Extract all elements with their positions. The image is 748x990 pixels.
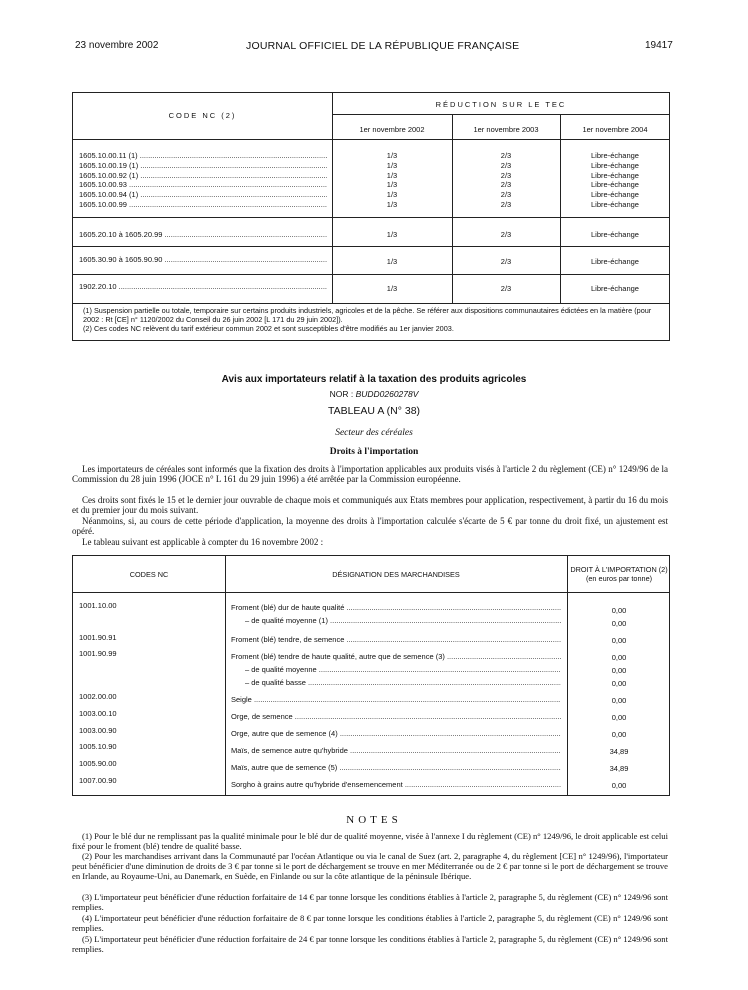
code-cell: 1005.90.00 bbox=[79, 759, 117, 768]
value-cell: 1/3 bbox=[386, 230, 398, 239]
value-cell: 2/3 bbox=[500, 257, 512, 266]
code-cell: 1007.00.90 bbox=[79, 776, 117, 785]
value-cell: Libre-échange bbox=[591, 230, 639, 239]
table-row bbox=[79, 282, 327, 292]
designation-cell: – de qualité moyenne ..... bbox=[231, 663, 561, 676]
code-cell: 1605.20.10 à 1605.20.99 ..... bbox=[79, 230, 327, 240]
designation-cell: Sorgho à grains autre qu'hybride d'ensemencement ..... bbox=[231, 778, 561, 791]
tariff-reduction-table bbox=[72, 92, 670, 341]
code-cell: 1605.10.00.19 (1) ..... bbox=[79, 161, 327, 171]
footnote-2: (2) Ces codes NC relèvent du tarif extérieur commun 2002 et sont susceptibles d'être modifiés au 1er janvier 2003. bbox=[83, 324, 454, 333]
code-cell: 1005.10.90 bbox=[79, 742, 117, 751]
value-cell: 2/3 bbox=[500, 284, 512, 293]
value-cell: 34,89 bbox=[609, 764, 629, 773]
col-header-droit: DROIT À L'IMPORTATION (2) bbox=[570, 565, 668, 574]
code-cell: 1605.30.90 à 1605.90.90 ..... bbox=[79, 255, 327, 265]
code-cell: 1605.10.00.11 (1) ..... bbox=[79, 151, 327, 161]
header-page-number: 19417 bbox=[645, 40, 673, 51]
table-row bbox=[79, 151, 327, 210]
values-2003: 2/3 2/3 2/3 2/3 2/3 2/3 bbox=[500, 151, 512, 209]
value-cell: 0,00 bbox=[611, 619, 627, 628]
col-header-designation: DÉSIGNATION DES MARCHANDISES bbox=[332, 570, 460, 579]
code-cell: 1605.10.00.93 ..... bbox=[79, 180, 327, 190]
note-4: (4) L'importateur peut bénéficier d'une réduction forfaitaire de 8 € par tonne lorsque les conditions établies à l'article 2, paragraphe 5, du règlement (CE) n° 1249/96 sont remplies. bbox=[72, 913, 668, 933]
note-5: (5) L'importateur peut bénéficier d'une réduction forfaitaire de 24 € par tonne lorsque les conditions établies à l'article 2, paragraphe 5, du règlement (CE) n° 1249/96 sont remplies. bbox=[72, 934, 668, 954]
value-cell: 0,00 bbox=[611, 781, 627, 790]
notes-heading: NOTES bbox=[346, 814, 402, 826]
section-heading: Droits à l'importation bbox=[329, 447, 419, 457]
col-header-2002: 1er novembre 2002 bbox=[359, 125, 425, 134]
designation-cell: Maïs, de semence autre qu'hybride ..... bbox=[231, 744, 561, 757]
paragraph-3: Néanmoins, si, au cours de cette période d'application, la moyenne des droits à l'importation calculée s'écarte de 5 € par tonne du droit fixé, un ajustement est opéré. bbox=[72, 516, 668, 537]
paragraph-1: Les importateurs de céréales sont informés que la fixation des droits à l'importation applicables aux produits visés à l'article 2 du règlement (CE) n° 1249/96 de la Commission du 28 juin 1996 (JOCE n° L 161 du 29 juin 1996) a été arrêtée par la Commission européenne. bbox=[72, 464, 668, 485]
value-cell: 0,00 bbox=[611, 713, 627, 722]
col-header-codes-nc: CODES NC bbox=[129, 570, 169, 579]
table-row bbox=[79, 230, 327, 240]
nor-reference bbox=[0, 389, 748, 399]
code-cell: 1001.90.99 bbox=[79, 649, 117, 658]
designation-cell: Froment (blé) dur de haute qualité ..... bbox=[231, 601, 561, 614]
value-cell: Libre-échange bbox=[591, 284, 639, 293]
code-cell: 1605.10.00.94 (1) ..... bbox=[79, 190, 327, 200]
designation-cell: – de qualité moyenne (1) ..... bbox=[231, 614, 561, 627]
value-cell: 0,00 bbox=[611, 636, 627, 645]
code-cell: 1605.10.00.92 (1) ..... bbox=[79, 171, 327, 181]
code-cell: 1003.00.10 bbox=[79, 709, 117, 718]
import-duties-table bbox=[72, 555, 670, 796]
value-cell: 0,00 bbox=[611, 666, 627, 675]
col-header-droit-unit: (en euros par tonne) bbox=[585, 574, 653, 583]
footnote-1: (1) Suspension partielle ou totale, temporaire sur certains produits industriels, agricoles et de la pêche. Se référer aux dispositions communautaires édictées en la matière (pour 2002 : Rt [CE] n° 1120/2002 du Conseil du 26 juin 2002 [L 171 du 29 juin 2002]). bbox=[83, 306, 652, 324]
col-header-2003: 1er novembre 2003 bbox=[473, 125, 539, 134]
note-2: (2) Pour les marchandises arrivant dans la Communauté par l'océan Atlantique ou via le canal de Suez (art. 2, paragraphe 4, du règlement [CE] n° 1249/96), l'importateur peut bénéficier d'une diminution de droits de 3 € par tonne si le port de déchargement se trouve en mer Méditerranée ou de 2 € par tonne si le port de déchargement se trouve en Irlande, au Royaume-Uni, au Danemark, en Suède, en Finlande ou sur la côte atlantique de la péninsule Ibérique. bbox=[72, 851, 668, 881]
header-journal-title: JOURNAL OFFICIEL DE LA RÉPUBLIQUE FRANÇAISE bbox=[246, 40, 520, 52]
col-header-2004: 1er novembre 2004 bbox=[582, 125, 648, 134]
value-cell: 0,00 bbox=[611, 606, 627, 615]
value-cell: 0,00 bbox=[611, 653, 627, 662]
code-cell: 1001.90.91 bbox=[79, 633, 117, 642]
values-2004: Libre-échange Libre-échange Libre-échange Libre-échange Libre-échange Libre-échange bbox=[591, 151, 639, 209]
header-date: 23 novembre 2002 bbox=[75, 40, 159, 51]
value-cell: 1/3 bbox=[386, 257, 398, 266]
sector-heading: Secteur des céréales bbox=[335, 428, 413, 438]
paragraph-2: Ces droits sont fixés le 15 et le dernier jour ouvrable de chaque mois et communiqués aux Etats membres pour application, respectivement, à partir du 16 du mois et du premier jour du mois suivant. bbox=[72, 495, 668, 516]
value-cell: 1/3 bbox=[386, 284, 398, 293]
value-cell: 2/3 bbox=[500, 230, 512, 239]
paragraph-4: Le tableau suivant est applicable à compter du 16 novembre 2002 : bbox=[82, 537, 324, 547]
designation-cell: Orge, autre que de semence (4) ..... bbox=[231, 727, 561, 740]
code-cell: 1002.00.00 bbox=[79, 692, 117, 701]
table-row bbox=[79, 255, 327, 265]
values-column bbox=[567, 604, 671, 792]
notice-title: Avis aux importateurs relatif à la taxation des produits agricoles bbox=[221, 374, 527, 385]
nor-value: BUDD0260278V bbox=[355, 389, 419, 399]
designation-cell: Seigle ..... bbox=[231, 693, 561, 706]
value-cell: 0,00 bbox=[611, 696, 627, 705]
value-cell: 0,00 bbox=[611, 730, 627, 739]
code-cell: 1605.10.00.99 ..... bbox=[79, 200, 327, 210]
nor-label: NOR : bbox=[329, 389, 354, 399]
designation-cell: Maïs, autre que de semence (5) ..... bbox=[231, 761, 561, 774]
code-cell: 1001.10.00 bbox=[79, 601, 117, 610]
designation-cell: – de qualité basse ..... bbox=[231, 676, 561, 689]
note-3: (3) L'importateur peut bénéficier d'une réduction forfaitaire de 14 € par tonne lorsque les conditions établies à l'article 2, paragraphe 5, du règlement (CE) n° 1249/96 sont remplies. bbox=[72, 892, 668, 912]
designation-cell: Orge, de semence ..... bbox=[231, 710, 561, 723]
designation-cell: Froment (blé) tendre de haute qualité, autre que de semence (3) ..... bbox=[231, 650, 561, 663]
value-cell: Libre-échange bbox=[591, 257, 639, 266]
designation-column bbox=[231, 601, 561, 791]
value-cell: 0,00 bbox=[611, 679, 627, 688]
col-header-reduction: RÉDUCTION SUR LE TEC bbox=[435, 100, 567, 109]
code-cell: 1902.20.10 ..... bbox=[79, 282, 327, 292]
note-1: (1) Pour le blé dur ne remplissant pas la qualité minimale pour le blé dur de qualité moyenne, visée à l'annexe I du règlement (CE) n° 1249/96, le droit applicable est celui fixé pour le froment (blé) tendre de qualité basse. bbox=[72, 831, 668, 851]
col-header-code-nc: CODE NC (2) bbox=[168, 111, 237, 120]
code-cell: 1003.00.90 bbox=[79, 726, 117, 735]
tableau-title: TABLEAU A (N° 38) bbox=[327, 405, 421, 417]
designation-cell: Froment (blé) tendre, de semence ..... bbox=[231, 633, 561, 646]
values-2002: 1/3 1/3 1/3 1/3 1/3 1/3 bbox=[386, 151, 398, 209]
value-cell: 34,89 bbox=[609, 747, 629, 756]
